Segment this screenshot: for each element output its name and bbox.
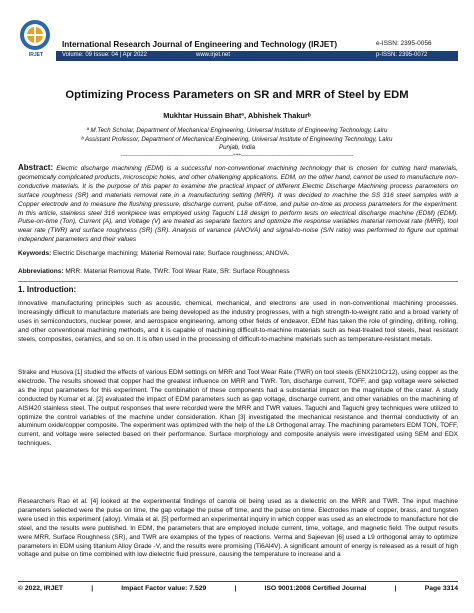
footer-separator: | — [234, 585, 237, 592]
affiliation-2: ᵇ Assistant Professor, Department of Mechanical Engineering, Universal Institute of Engineering Technology, Lalru — [81, 136, 393, 143]
e-issn: e-ISSN: 2395-0056 — [376, 40, 432, 47]
paper-title: Optimizing Process Parameters on SR and MRR of Steel by EDM — [65, 89, 409, 101]
page-footer — [18, 585, 458, 592]
affiliation-3: Punjab, India — [218, 144, 256, 151]
paragraph-2: Strake and Husova [1] studied the effects of various EDM settings on MRR and Tool Wear Rate (TWR) on tool steels (ENX210Cr12), using copper as the electrode. The results showed that copper had the greatest influence on MRR and TWR. Ton, discharge current, TOFF, and gap voltage were selected as the input parameters for this experiment. The combination of these components had a substantial impact on the magnitude of the crater. A study conducted by Kumar et al. [2] evaluated the impact of EDM parameters such as gap voltage, discharge current, and other variables on the machining of AISI420 stainless steel. The output responses that were recorded were the MRR and TWR values. Taguchi and Taguchi grey techniques were utilized to optimize the control variables of the machine under consideration. Khan [3] investigated the mechanical resistance and thermal conductivity of an aluminum oxide/copper composite. The experiment was optimized with the help of the L8 Orthogonal array. The machining parameters EDM TON, TOFF, current, and voltage were selected based on their performance. Surface morphology and composite analysis were investigated using SEM and EDX techniques. — [18, 369, 458, 448]
footer-divider — [18, 581, 458, 582]
paragraph-1: Innovative manufacturing principles such as acoustic, chemical, mechanical, and electrons are used in non-conventional machining processes. Increasingly difficult to manufacture materials are being developed as the industry progresses, with a high strength-to-weight ratio and a broad variety of uses in semiconductors, nuclear power, and aerospace engineering, among other fields of endeavor. EDM has taken the role of grinding, drilling, rolling, and other conventional machining methods, and it is capable of machining difficult-to-machine materials such as heat-treated tool steels, heat resistant steels, composites, ceramics, and so on. It is often used in the processing of difficult-to-machine materials such as temperature-resistant metals. — [18, 300, 458, 343]
paragraph-3: Researchers Rao et al. [4] looked at the experimental findings of canola oil being used as a dielectric on the MRR and TWR. The input machine parameters selected were the pulse on time, the gap voltage the pulse off time, and the pulse on time. Electrodes made of copper, brass, and tungsten were used in this experiment (alloy). Vimala et al. [5] performed an experimental inquiry in which copper was used as an electrode to manufacture hot die steel, and the results were published. In EDM, the parameters that are employed include current, time, voltage, and magnetic field. The output results were MRR, Surface Roughness (SR), and TWR are examples of the types of reactions. Verma and Sajeevan [6] used a L9 orthogonal array to optimize parameters in EDM using titanium Alloy Grade -V, and the results were promising (Ti6Al4V). A significant amount of energy is released as a result of high voltage and pulse on time combined with low dielectric fluid pressure, causing the temperature to increase and a — [18, 498, 458, 559]
footer-iso: ISO 9001:2008 Certified Journal — [264, 585, 367, 592]
section-separator: ---------------------------------------------------------------------***--------------------------------------------------------------------- — [120, 153, 354, 159]
footer-separator: | — [91, 585, 94, 592]
abstract-text: Electric discharge machining (EDM) is a successful non-conventional machining technology that is chosen for cutting hard materials, geometrically complicated products, microscopic holes, and other challenging applications. EDM, on the other hand, cannot be used to manufacture non-conductive materials. It is the purpose of this paper to examine the practical impact of different Electric Discharge Machining process parameters on surface roughness (SR) and materials removal rate in a manufacturing setting (MRR). It was decided to machine the SS 316 steel samples with a Copper electrode and to measure the flushing pressure, discharge current, pulse off-time, and pulse on-time as process parameters for the experiment. In this article, stainless steel 316 workpiece was employed using Taguchi L18 design to perform tests on electrical discharge machine (EDM) (EDM). Pulse-on-time (Ton), Current (A), and Voltage (V) are treated as separate factors and optimize the response variables material removal rate (MRR), tool wear rate (TWR) and surface roughness (SR) (SR). Analysis of variance (ANOVA) and signal-to-noise (S/N ratio) was performed to figure out optimal independent parameters and their values — [18, 165, 458, 244]
logo-text: IRJET — [28, 52, 44, 58]
footer-copyright: © 2022, IRJET — [18, 585, 64, 592]
keywords-text: Electric Discharge machining; Material Removal rate; Surface roughness; ANOVA. — [51, 250, 290, 257]
keywords-label: Keywords: — [18, 250, 52, 257]
affiliation-1: ª M.Tech Scholar, Department of Mechanical Engineering, Universal Institute of Engineering Technology, Lalru — [86, 127, 388, 134]
journal-title: International Research Journal of Engineering and Technology (IRJET) — [62, 40, 338, 49]
footer-separator: | — [394, 585, 397, 592]
footer-page-number: Page 3314 — [424, 585, 458, 592]
authors: Mukhtar Hussain Bhatª, Abhishek Thakurᵇ — [163, 111, 311, 120]
section-heading-introduction: 1. Introduction: — [18, 285, 77, 294]
divider — [18, 281, 458, 282]
abbreviations-text: MRR: Material Removal Rate, TWR: Tool Wear Rate, SR: Surface Roughness — [63, 268, 290, 275]
abbreviations-label: Abbreviations: — [18, 268, 64, 275]
journal-header — [0, 0, 474, 58]
abbreviations — [18, 268, 458, 275]
journal-website-link[interactable]: www.irjet.net — [196, 52, 231, 58]
keywords — [18, 250, 458, 257]
abstract — [18, 164, 458, 245]
volume-issue: Volume: 09 Issue: 04 | Apr 2022 — [62, 52, 147, 58]
p-issn: p-ISSN: 2395-0072 — [376, 52, 428, 58]
footer-impact-factor: Impact Factor value: 7.529 — [121, 585, 207, 592]
irjet-logo-icon — [18, 18, 52, 52]
abstract-label: Abstract: — [18, 163, 54, 172]
